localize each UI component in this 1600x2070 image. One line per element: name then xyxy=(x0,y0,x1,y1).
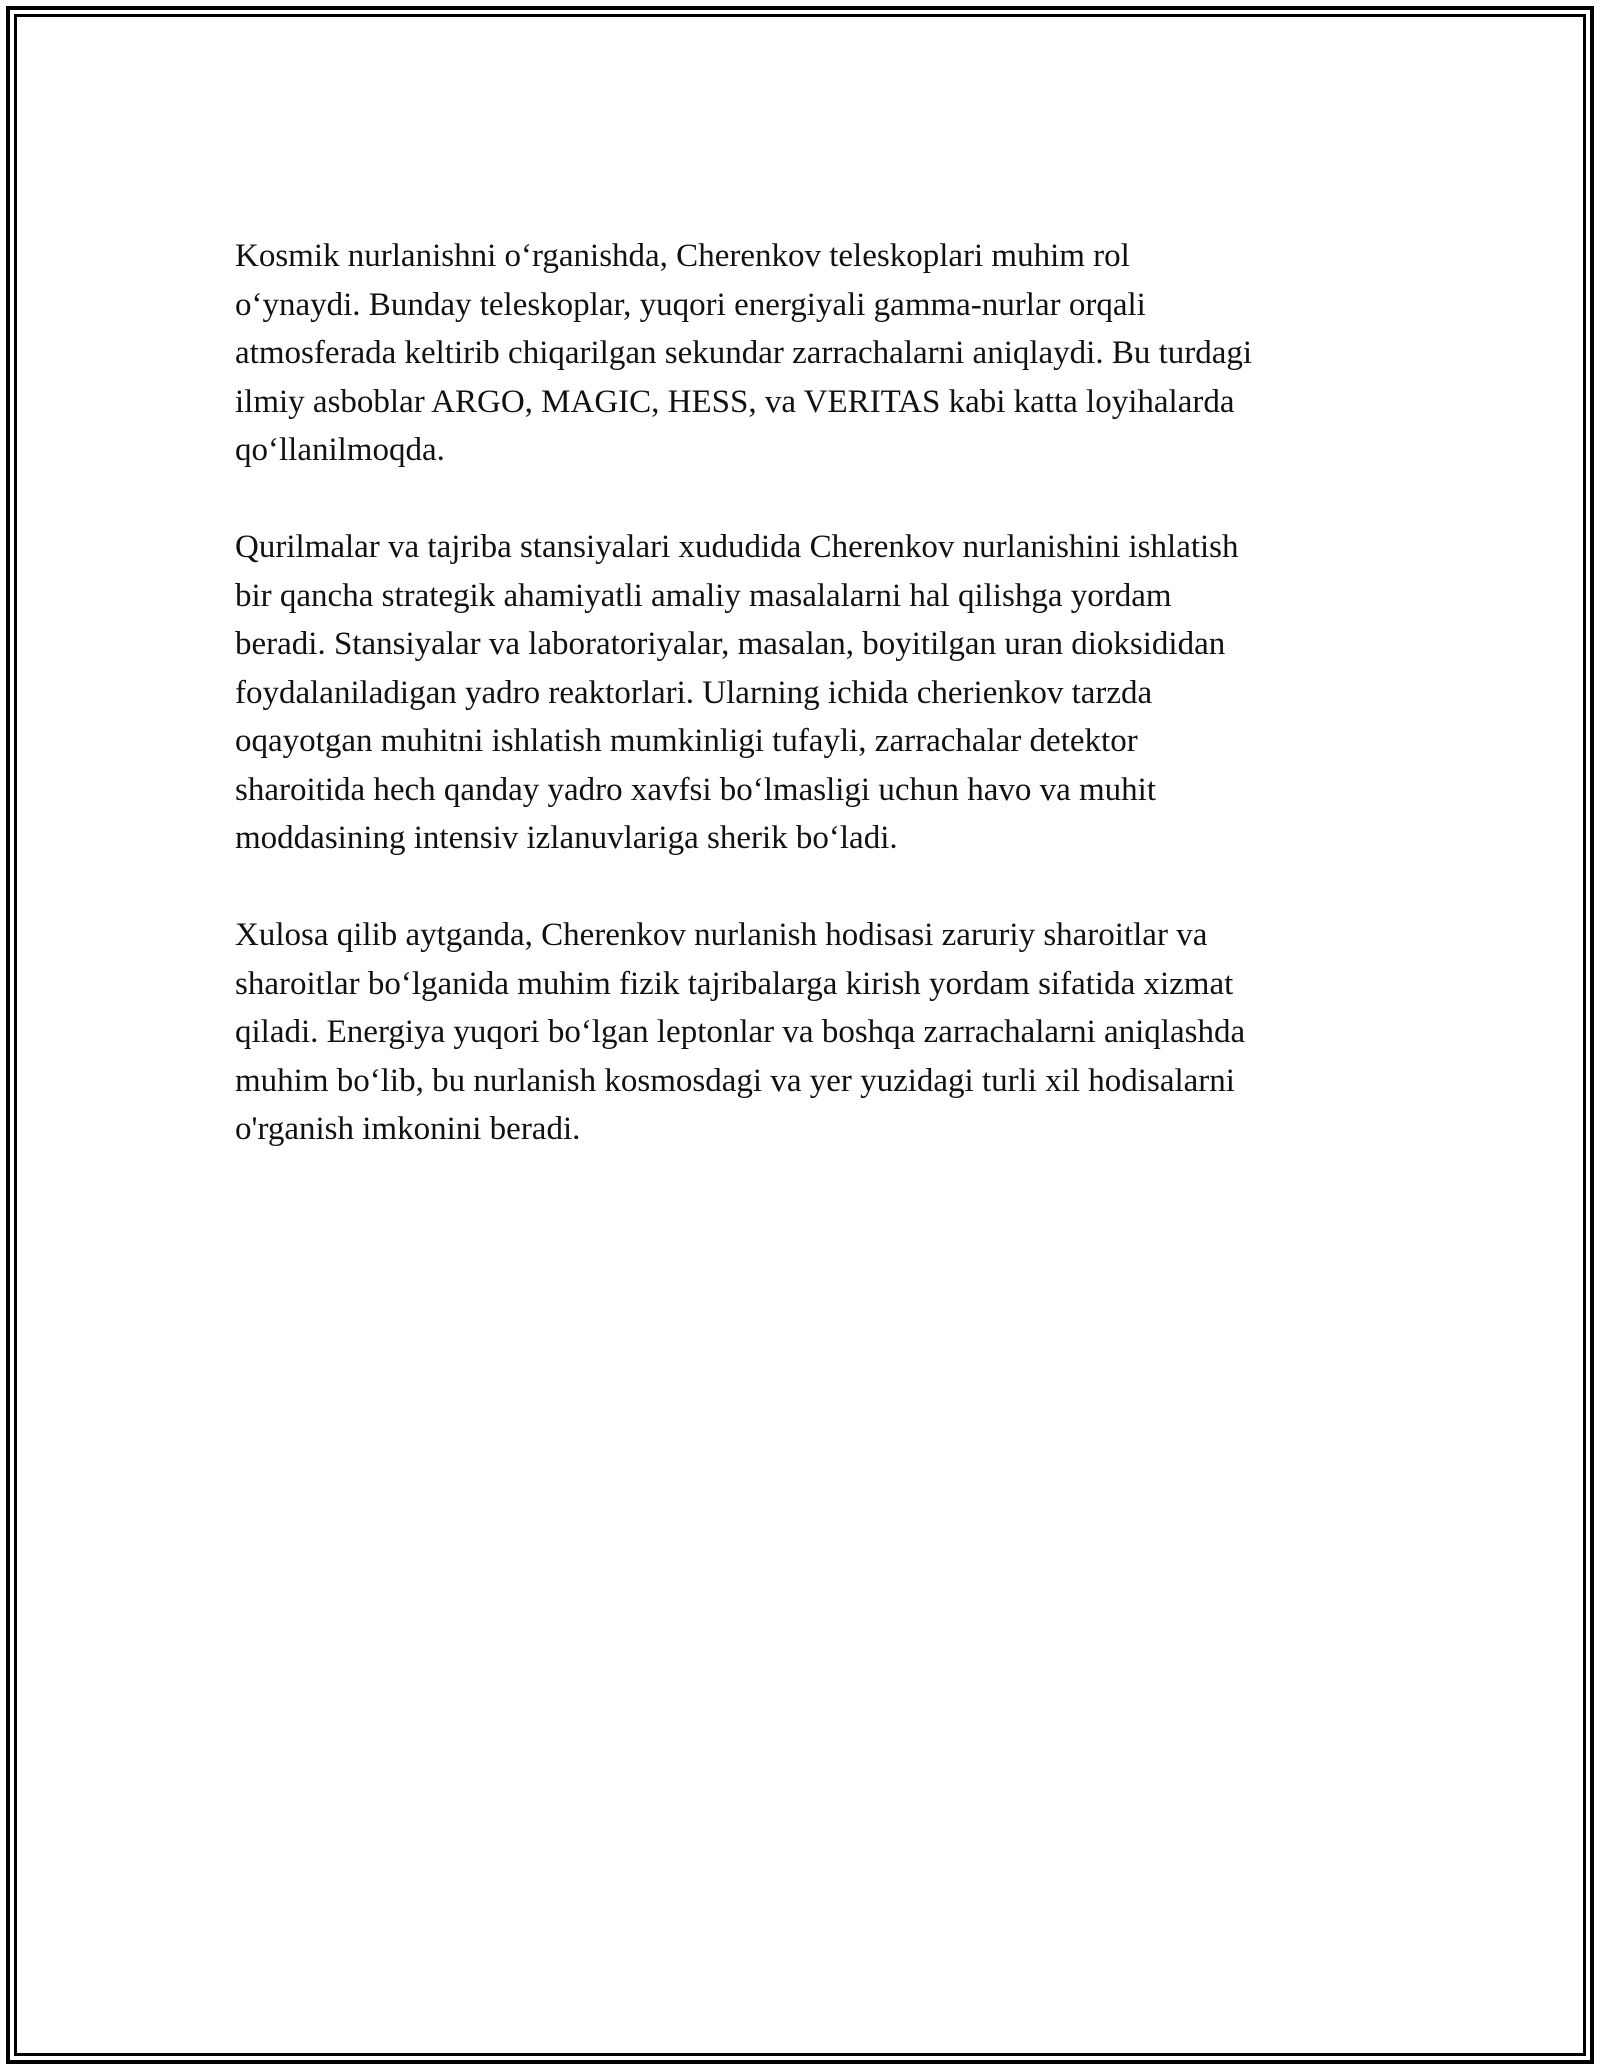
paragraph-line: beradi. Stansiyalar va laboratoriyalar, masalan, boyitilgan uran dioksididan xyxy=(235,626,1226,662)
paragraph-line: oqayotgan muhitni ishlatish mumkinligi tufayli, zarrachalar detektor xyxy=(235,723,1138,759)
paragraph-line: Kosmik nurlanishni o‘rganishda, Cherenkov teleskoplari muhim rol xyxy=(235,238,1130,274)
paragraph-line: bir qancha strategik ahamiyatli amaliy masalalarni hal qilishga yordam xyxy=(235,577,1172,614)
paragraph-line: muhim bo‘lib, bu nurlanish kosmosdagi va yer yuzidagi turli xil hodisalarni xyxy=(235,1062,1235,1099)
paragraph-line: sharoitida hech qanday yadro xavfsi bo‘lmasligi uchun havo va muhit xyxy=(235,771,1157,808)
paragraph-line: Qurilmalar va tajriba stansiyalari xududida Cherenkov nurlanishini ishlatish xyxy=(235,529,1239,565)
document-body xyxy=(235,232,1385,1202)
paragraph-line: o'rganish imkonini beradi. xyxy=(235,1111,581,1147)
paragraph-line: qiladi. Energiya yuqori bo‘lgan leptonlar va boshqa zarrachalarni aniqlashda xyxy=(235,1014,1246,1050)
paragraph-line: atmosferada keltirib chiqarilgan sekundar zarrachalarni aniqlaydi. Bu turdagi xyxy=(235,335,1253,371)
paragraph-3 xyxy=(235,911,1385,1154)
paragraph-line: qo‘llanilmoqda. xyxy=(235,432,445,468)
paragraph-line: Xulosa qilib aytganda, Cherenkov nurlanish hodisasi zaruriy sharoitlar va xyxy=(235,917,1208,953)
paragraph-1 xyxy=(235,232,1385,475)
paragraph-line: moddasining intensiv izlanuvlariga sherik bo‘ladi. xyxy=(235,820,898,856)
paragraph-line: o‘ynaydi. Bunday teleskoplar, yuqori energiyali gamma-nurlar orqali xyxy=(235,286,1146,323)
paragraph-2 xyxy=(235,523,1385,863)
paragraph-line: ilmiy asboblar ARGO, MAGIC, HESS, va VERITAS kabi katta loyihalarda xyxy=(235,383,1235,420)
paragraph-line: foydalaniladigan yadro reaktorlari. Ularning ichida cherienkov tarzda xyxy=(235,674,1153,711)
paragraph-line: sharoitlar bo‘lganida muhim fizik tajribalarga kirish yordam sifatida xizmat xyxy=(235,965,1234,1002)
